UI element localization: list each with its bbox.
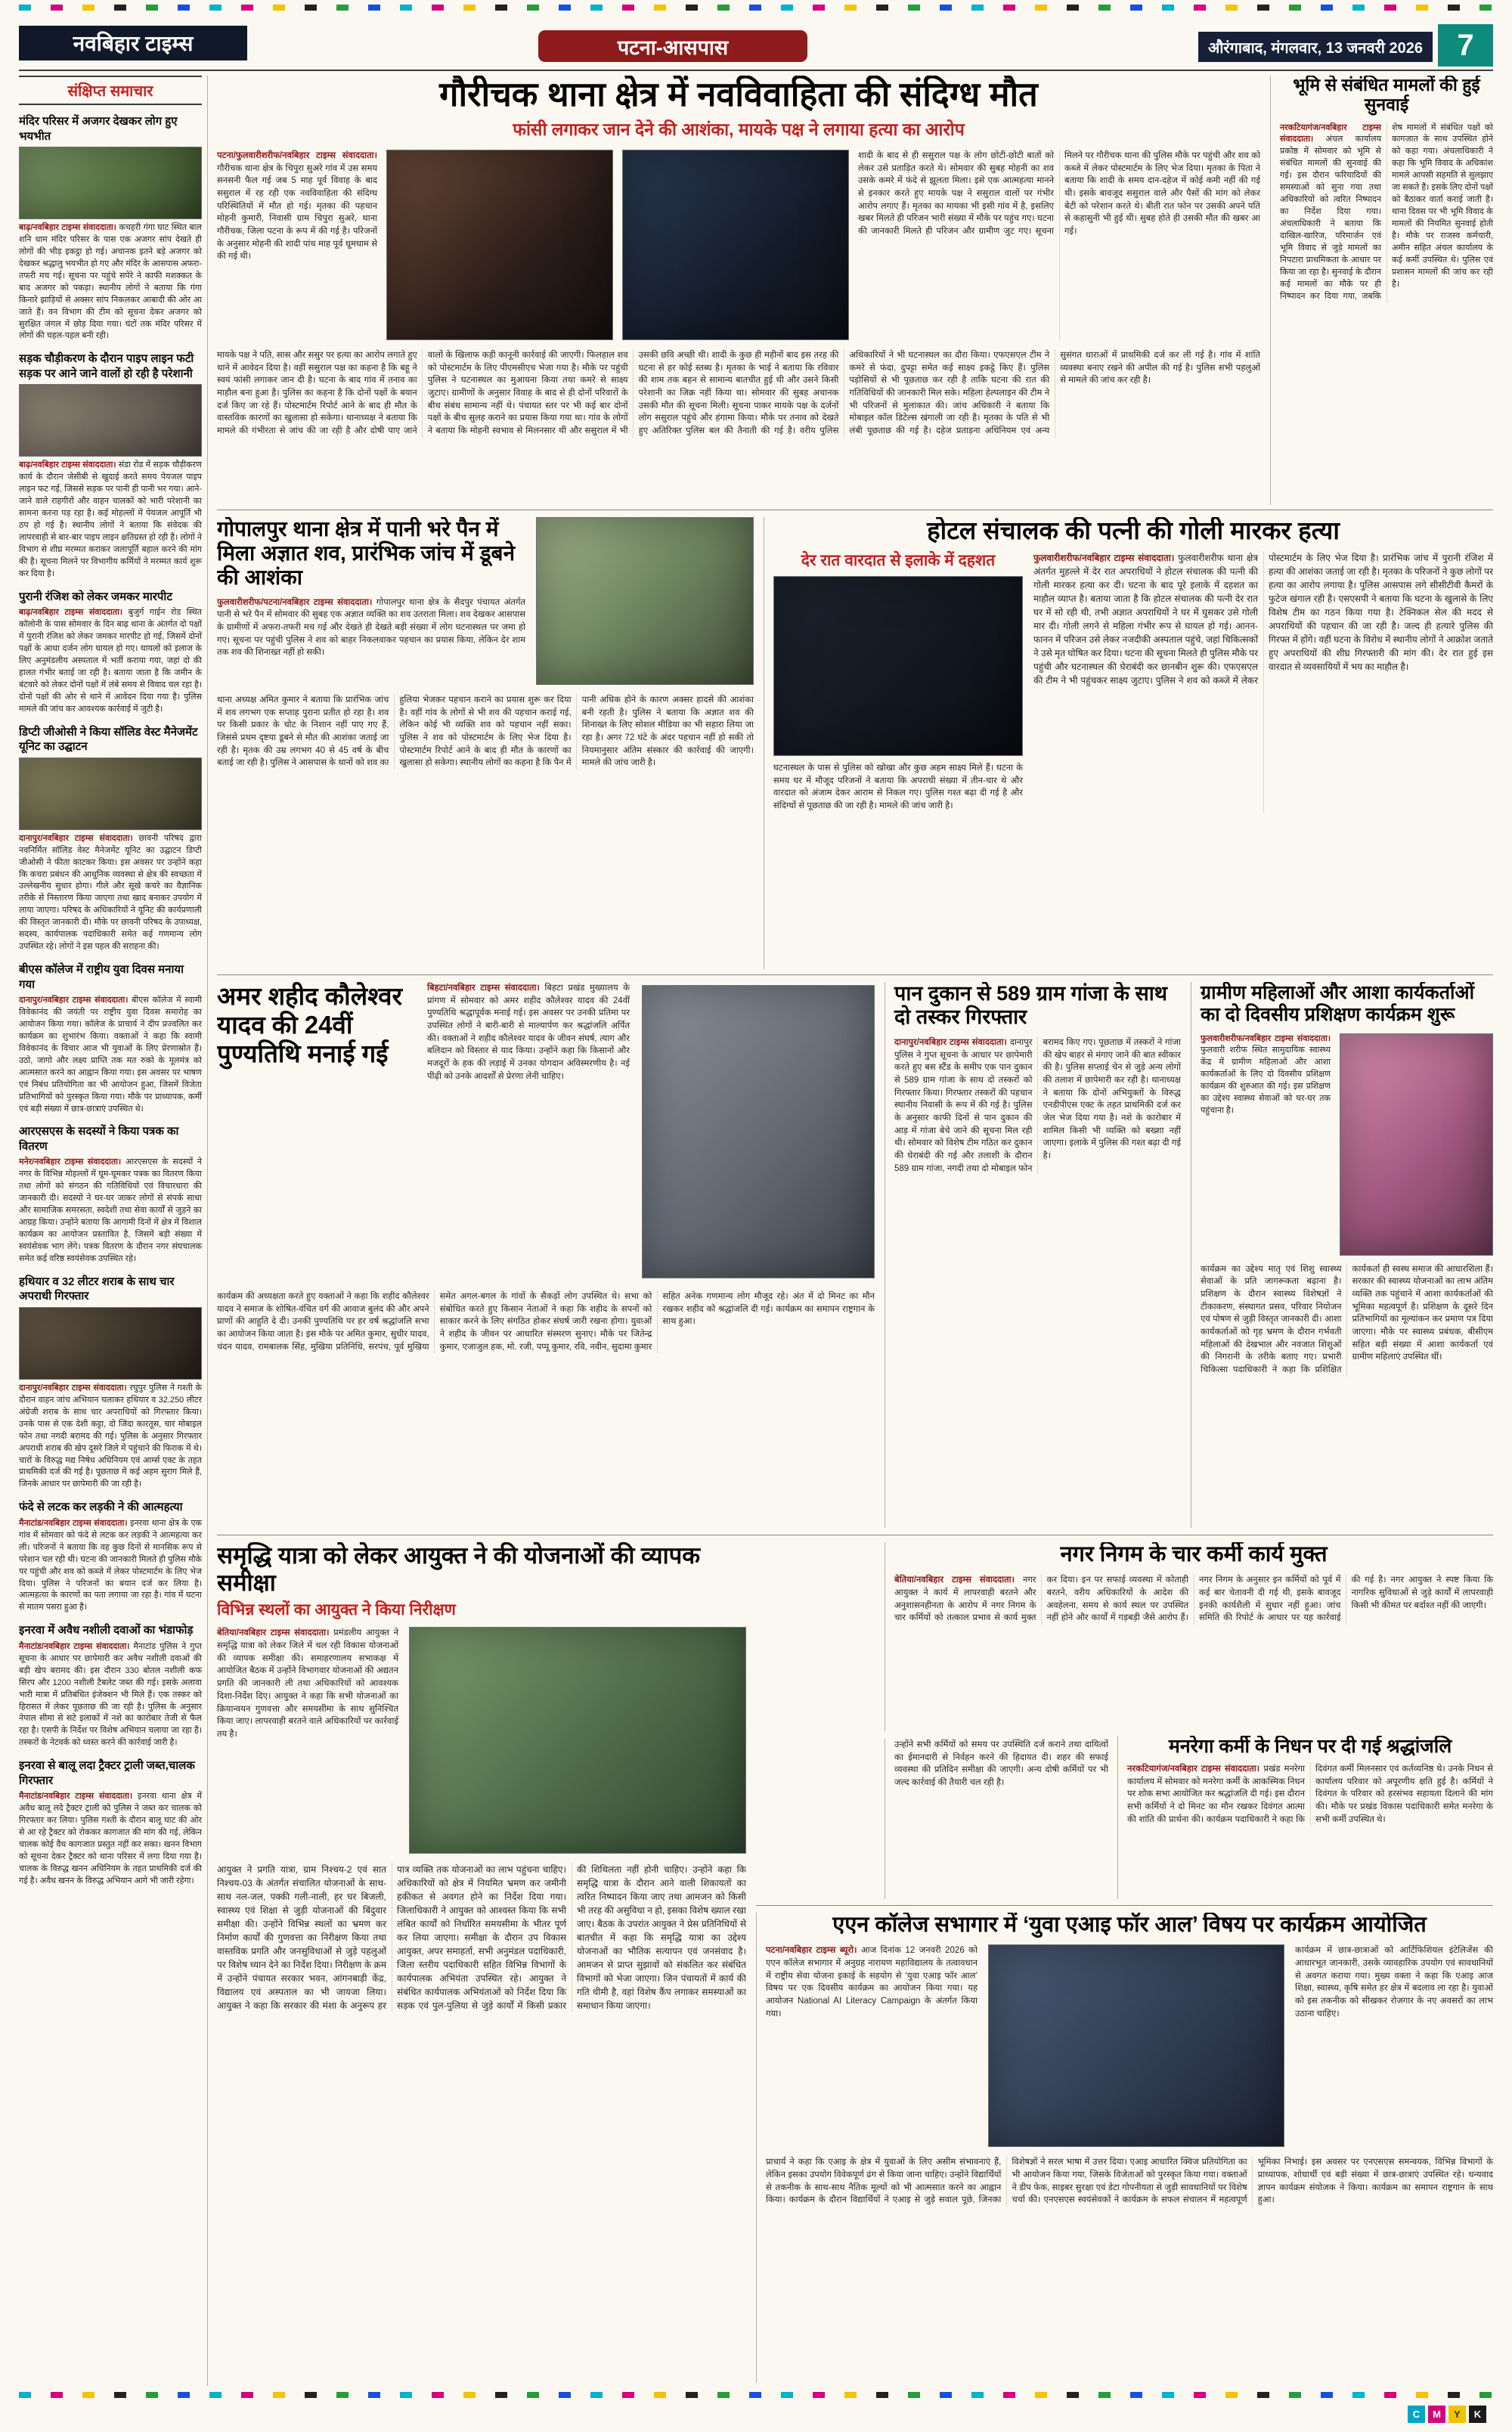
section-banner [538,30,807,62]
bottom-registration-marks [19,2392,1493,2398]
training-article [1191,982,1493,1528]
briefs-header: संक्षिप्त समाचार [19,76,202,105]
briefs-divider [207,76,208,2386]
brief-item [19,1124,202,1265]
band-rule-4 [756,1905,1493,1906]
gopalpur-photo [536,517,754,685]
brief-body: दानापुर/नवबिहार टाइम्स संवाददाता। रघुपुर पुलिस ने गश्ती के दौरान वाहन जांच अभियान चलाकर हथियार व 32.250 लीटर अंग्रेजी शराब के साथ चार अपराधियों को गिरफ्तार किया। उनके पास से एक देशी कट्टा, दो जिंदा कारतूस, चार मोबाइल फोन तथा नगदी बरामद की गई। पुलिस के अनुसार गिरफ्तार अपराधी शराब की खेप दूसरे जिले में पहुंचाने की फिराक में थे। चारों के विरुद्ध मद्य निषेध अधिनियम एवं आर्म्स एक्ट के तहत प्राथमिकी दर्ज की गई है। पूछताछ में कई अहम सुराग मिले हैं, जिनके आधार पर छापेमारी की जा रही है। [19,1383,202,1489]
brief-title: डिप्टी जीओसी ने किया सॉलिड वेस्ट मैनेजमेंट यूनिट का उद्घाटन [19,725,198,754]
brief-byline: मनेर/नवबिहार टाइम्स संवाददाता। [19,1157,122,1167]
page-number-box [1438,24,1493,67]
gopalpur-intro: फुलवारीशरीफ/पटना/नवबिहार टाइम्स संवाददाता। गोपालपुर थाना क्षेत्र के सैदपुर पंचायत अंतर्गत पानी से भरे पैन में सोमवार की सुबह एक अज्ञात व्यक्ति का शव उतराता मिला। शव देखकर आसपास के ग्रामीणों में अफरा-तफरी मच गई और देखते ही देखते बड़ी संख्या में लोग घटनास्थल पर जमा हो गए। सूचना पर पहुंची पुलिस ने शव को बाहर निकलवाकर पहचान का प्रयास किया, लेकिन देर शाम तक शव की शिनाख्त नहीं हो सकी। [217,597,525,658]
brief-body: मैनाटांड/नवबिहार टाइम्स संवाददाता। इनरवा थाना क्षेत्र में अवैध बालू लदे ट्रैक्टर ट्राली को पुलिस ने जब्त कर चालक को गिरफ्तार कर लिया। पुलिस गश्ती के दौरान बालू घाट की ओर से आ रहे ट्रैक्टर को रोककर कागजात की मांग की गई, लेकिन चालक कोई वैध कागजात प्रस्तुत नहीं कर सका। खनन विभाग को सूचना देकर ट्रैक्टर को थाना परिसर में लगा दिया गया है। चालक के विरुद्ध खनन अधिनियम के तहत प्राथमिकी दर्ज की गई है। अवैध खनन के विरुद्ध अभियान आगे भी जारी रहेगा। [19,1792,202,1885]
brief-title: इनरवा में अवैध नशीली दवाओं का भंडाफोड़ [19,1624,194,1637]
brief-item [19,352,202,580]
manrega-headline: मनरेगा कर्मी के निधन पर दी गई श्रद्धांजलि [1168,1736,1452,1757]
snake-photo [19,147,202,219]
samriddhi-headline: समृद्धि यात्रा को लेकर आयुक्त ने की योजनाओं की व्यापक समीक्षा [217,1542,701,1596]
nagar-nigam-article [885,1542,1493,1731]
college-body: प्राचार्य ने कहा कि एआइ के क्षेत्र में युवाओं के लिए असीम संभावनाएं हैं, लेकिन इसका उपयोग विवेकपूर्ण ढंग से किया जाना चाहिए। उन्होंने विद्यार्थियों से तकनीक के साथ-साथ नैतिक मूल्यों को भी आत्मसात करने का आह्वान किया। कार्यक्रम के दौरान विद्यार्थियों ने एआइ से जुड़े सवाल पूछे, जिनका विशेषज्ञों ने सरल भाषा में उत्तर दिया। एआइ आधारित क्विज प्रतियोगिता का भी आयोजन किया गया, जिसके विजेताओं को पुरस्कृत किया गया। वक्ताओं ने डीप फेक, साइबर सुरक्षा एवं डेटा गोपनीयता से जुड़ी सावधानियों पर विशेष चर्चा की। एनएसएस स्वयंसेवकों ने कार्यक्रम के सफल संचालन में महत्वपूर्ण भूमिका निभाई। इस अवसर पर एनएसएस समन्वयक, विभिन्न विभागों के प्राध्यापक, शोधार्थी एवं बड़ी संख्या में छात्र-छात्राएं उपस्थित रहे। धन्यवाद ज्ञापन कार्यक्रम संयोजक ने किया। कार्यक्रम का समापन राष्ट्रगान के साथ हुआ। [766,2158,1493,2205]
lead-subhead: फांसी लगाकर जान देने की आशंका, मायके पक्ष ने लगाया हत्या का आरोप [513,119,965,140]
lead-photo-victim [386,150,613,340]
training-photo [1340,1033,1493,1256]
brief-item [19,1500,202,1614]
college-photo [988,1944,1284,2147]
brief-title: मंदिर परिसर में अजगर देखकर लोग हुए भयभीत [19,115,178,143]
cyan-patch: C [1408,2406,1425,2423]
brief-byline: दानापुर/नवबिहार टाइम्स संवाददाता। [19,1383,127,1393]
brief-byline: मैनाटांड/नवबिहार टाइम्स संवाददाता। [19,1641,130,1651]
brief-body: बाढ़/नवबिहार टाइम्स संवाददाता। बुजुर्ग गाईन रोड स्थित कॉलोनी के पास सोमवार के दिन बाढ़ थाना के अंतर्गत दो पक्षों में पुरानी रंजिश को लेकर जमकर मारपीट हो गई, जिसमें दोनों पक्षों के आधा दर्जन लोग घायल हो गए। घायलों को इलाज के लिए अनुमंडलीय अस्पताल में भर्ती कराया गया, जहां दो की हालत गंभीर बताई जा रही है। बताया जाता है कि जमीन के बंटवारे को लेकर दोनों पक्षों में लंबे समय से विवाद चल रहा है। दोनों पक्षों की ओर से थाने में आवेदन दिया गया है। पुलिस मामले की जांच कर आवश्यक कार्रवाई में जुटी है। [19,608,202,714]
hotel-article [764,517,1493,969]
black-patch: K [1469,2406,1486,2423]
samriddhi-photo [409,1627,746,1854]
nagar-headline: नगर निगम के चार कर्मी कार्य मुक्त [1060,1542,1328,1566]
brief-item [19,725,202,953]
hotel-byline: फुलवारीशरीफ/नवबिहार टाइम्स संवाददाता। [1033,552,1175,563]
dateline-text: औरंगाबाद, मंगलवार, 13 जनवरी 2026 [1207,39,1424,57]
brief-title: आरएसएस के सदस्यों ने किया पत्रक का वितरण [19,1125,179,1153]
brief-title: फंदे से लटक कर लड़की ने की आत्महत्या [19,1501,183,1514]
gopalpur-byline: फुलवारीशरीफ/पटना/नवबिहार टाइम्स संवाददाता। [217,597,373,607]
magenta-patch: M [1428,2406,1445,2423]
brief-item [19,1275,202,1491]
samriddhi-byline: बेतिया/नवबिहार टाइम्स संवाददाता। [217,1628,330,1638]
brief-title: हथियार व 32 लीटर शराब के साथ चार अपराधी गिरफ्तार [19,1275,175,1303]
brief-body: दानापुर/नवबिहार टाइम्स संवाददाता। छावनी परिषद द्वारा नवनिर्मित सॉलिड वेस्ट मैनेजमेंट यूनिट का उद्घाटन डिप्टी जीओसी ने फीता काटकर किया। इस अवसर पर उन्होंने कहा कि कचरा प्रबंधन की आधुनिक व्यवस्था से क्षेत्र की स्वच्छता में उल्लेखनीय सुधार होगा। गीले और सूखे कचरे का वैज्ञानिक तरीके से निस्तारण किया जाएगा तथा खाद बनाकर उपयोग में लाया जाएगा। परिषद के अधिकारियों ने यूनिट की कार्यप्रणाली की विस्तृत जानकारी दी। मौके पर छावनी परिषद के उपाध्यक्ष, सदस्य, कार्यपालक पदाधिकारी समेत कई गणमान्य लोग उपस्थित रहे। लोगों ने इस पहल की सराहना की। [19,833,202,952]
gopalpur-body: थाना अध्यक्ष अमित कुमार ने बताया कि प्रारंभिक जांच में शव लगभग एक सप्ताह पुराना प्रतीत हो रहा है। शव पर किसी प्रकार के चोट के निशान नहीं पाए गए हैं, जिससे प्रथम दृष्टया डूबने से मौत की आशंका जताई जा रही है। मृतक की उम्र लगभग 40 से 45 वर्ष के बीच बताई जा रही है। पुलिस ने आसपास के थानों को शव का हुलिया भेजकर पहचान कराने का प्रयास शुरू कर दिया है। वहीं गांव के लोगों से भी शव की पहचान कराई गई, लेकिन कोई भी व्यक्ति शव को पहचान नहीं सका। पुलिस ने शव को पोस्टमार्टम के लिए भेज दिया है। पोस्टमार्टम रिपोर्ट आने के बाद ही मौत के कारणों का खुलासा हो सकेगा। स्थानीय लोगों का कहना है कि पैन में पानी अधिक होने के कारण अक्सर हादसे की आशंका बनी रहती है। पुलिस ने बताया कि अज्ञात शव की शिनाख्त के लिए सोशल मीडिया का भी सहारा लिया जा रहा है। अगर 72 घंटे के अंदर पहचान नहीं हो सकी तो नियमानुसार अंतिम संस्कार की कार्रवाई की जाएगी। मामले की जांच जारी है। [217,696,754,768]
samriddhi-body: आयुक्त ने प्रगति यात्रा, ग्राम निश्चय-2 एवं सात निश्चय-03 के अंतर्गत संचालित योजनाओं के साथ-साथ नल-जल, पक्की गली-नाली, हर घर बिजली, स्वास्थ्य एवं शिक्षा से जुड़ी योजनाओं की बिंदुवार समीक्षा की। उन्होंने विभिन्न स्थलों का भ्रमण कर निर्माण कार्यों की गुणवत्ता का निरीक्षण किया तथा वास्तविक प्रगति और जनसुविधाओं से जुड़े पहलुओं पर विशेष ध्यान देने का निर्देश दिया। निरीक्षण के क्रम में उन्होंने पंचायत सरकार भवन, आंगनबाड़ी केंद्र, विद्यालय एवं अस्पताल का भी जायजा लिया। आयुक्त ने कहा कि सरकार की मंशा के अनुरूप हर पात्र व्यक्ति तक योजनाओं का लाभ पहुंचना चाहिए। अधिकारियों को क्षेत्र में नियमित भ्रमण कर जमीनी हकीकत से अवगत होने का निर्देश दिया गया। जिलाधिकारी ने आयुक्त को आश्वस्त किया कि सभी लंबित कार्यों को निर्धारित समयसीमा के भीतर पूर्ण कर लिया जाएगा। समीक्षा के दौरान उप विकास आयुक्त, अपर समाहर्ता, सभी अनुमंडल पदाधिकारी, जिला स्तरीय पदाधिकारी सहित विभिन्न विभागों के कार्यपालक अभियंता उपस्थित रहे। आयुक्त ने संबंधित कार्यपालक अभियंताओं को निर्देश दिया कि सड़क एवं पुल-पुलिया से जुड़े कार्यों में किसी प्रकार की शिथिलता नहीं होनी चाहिए। उन्होंने कहा कि समृद्धि यात्रा के दौरान आने वाली शिकायतों का त्वरित निष्पादन किया जाए तथा आमजन को किसी भी तरह की असुविधा न हो, इसका विशेष ख्याल रखा जाए। बैठक के उपरांत आयुक्त ने प्रेस प्रतिनिधियों से बातचीत में कहा कि समृद्धि यात्रा का उद्देश्य योजनाओं का भौतिक सत्यापन एवं जनसंवाद है। आमजन से प्राप्त सुझावों को संकलित कर संबंधित विभागों को भेजा जाएगा। जिन पंचायतों में कार्य की गति धीमी है, वहां विशेष कैंप लगाकर समस्याओं का समाधान किया जाएगा। [217,1864,746,2012]
training-body: कार्यक्रम का उद्देश्य मातृ एवं शिशु स्वास्थ्य सेवाओं के प्रति जागरूकता बढ़ाना है। प्रशिक्षण के दौरान स्वास्थ्य विशेषज्ञों ने टीकाकरण, संस्थागत प्रसव, परिवार नियोजन एवं पोषण से जुड़ी विस्तृत जानकारी दी। आशा कार्यकर्ताओं को गृह भ्रमण के दौरान गर्भवती महिलाओं की देखभाल और नवजात शिशुओं की निगरानी के तरीके बताए गए। प्रभारी चिकित्सा पदाधिकारी ने कहा कि प्रशिक्षित कार्यकर्ता ही स्वस्थ समाज की आधारशिला हैं। सरकार की स्वास्थ्य योजनाओं का लाभ अंतिम व्यक्ति तक पहुंचाने में आशा कार्यकर्ताओं की भूमिका महत्वपूर्ण है। प्रशिक्षण के दूसरे दिन प्रतिभागियों का मूल्यांकन कर प्रमाण पत्र दिया जाएगा। मौके पर स्वास्थ्य प्रबंधक, बीसीएम सहित बड़ी संख्या में आशा कार्यकर्ता एवं ग्रामीण महिलाएं उपस्थित थीं। [1201,1264,1493,1374]
samriddhi-intro: बेतिया/नवबिहार टाइम्स संवाददाता। प्रमंडलीय आयुक्त ने समृद्धि यात्रा को लेकर जिले में चल रही विकास योजनाओं की व्यापक समीक्षा की। समाहरणालय सभाकक्ष में आयोजित बैठक में उन्होंने विभागवार योजनाओं की अद्यतन प्रगति की जानकारी ली तथा अधिकारियों को आवश्यक दिशा-निर्देश दिए। आयुक्त ने कहा कि सभी योजनाओं का क्रियान्वयन गुणवत्ता और समयसीमा के साथ सुनिश्चित किया जाए। लापरवाही बरतने वाले अधिकारियों पर कार्रवाई तय है। [217,1628,399,1739]
brief-body: मैनाटांड/नवबिहार टाइम्स संवाददाता। मैनाटांड पुलिस ने गुप्त सूचना के आधार पर छापेमारी कर अवैध नशीली दवाओं की बड़ी खेप बरामद की। इस दौरान 330 बोतल नशीली कफ सिरप और 1200 नशीली टैबलेट जब्त की गई। इसके अलावा भारी मात्रा में प्रतिबंधित इंजेक्शन भी मिले हैं। एक तस्कर को हिरासत में लेकर पूछताछ की जा रही है। पुलिस के अनुसार नेपाल सीमा से सटे इलाकों में नशे का कारोबार तेजी से फैल रहा है। एसपी के निर्देश पर विशेष अभियान चलाया जा रहा है। तस्करों के नेटवर्क को ध्वस्त करने की कार्रवाई जारी है। [19,1641,202,1748]
amar-shahid-article [217,982,875,1528]
manrega-body: नरकटियागंज/नवबिहार टाइम्स संवाददाता। प्रखंड मनरेगा कार्यालय में सोमवार को मनरेगा कर्मी के आकस्मिक निधन पर शोक सभा आयोजित कर श्रद्धांजलि दी गई। इस दौरान सभी कर्मियों ने दो मिनट का मौन रखकर दिवंगत आत्मा की शांति की प्रार्थना की। कार्यक्रम पदाधिकारी ने कहा कि दिवंगत कर्मी मिलनसार एवं कर्तव्यनिष्ठ थे। उनके निधन से कार्याल‍य परिवार को अपूरणीय क्षति हुई है। कर्मियों ने दिवंगत के परिवार को हरसंभव सहायता दिलाने की मांग की। मौके पर प्रखंड विकास पदाधिकारी समेत मनरेगा के सभी कर्मी उपस्थित थे। [1127,1764,1493,1824]
college-byline: पटना/नवबिहार टाइम्स ब्यूरो। [766,1946,857,1956]
brief-byline: दानापुर/नवबिहार टाइम्स संवाददाता। [19,833,133,843]
training-byline: फुलवारीशरीफ/नवबिहार टाइम्स संवाददाता। [1201,1033,1331,1043]
nagar-byline: बेतिया/नवबिहार टाइम्स संवाददाता। [894,1575,1015,1585]
brief-item [19,590,202,716]
brief-byline: मैनाटांड/नवबिहार टाइम्स संवाददाता। [19,1518,128,1528]
amar-photo [642,985,875,1278]
hotel-photo [773,576,1023,756]
brief-body: बाढ़/नवबिहार टाइम्स संवाददाता। कचहरी गंगा घाट स्थित बाल शनि धाम मंदिर परिसर के पास एक अजगर सांप देखते ही लोगों की भीड़ इकट्ठा हो गई। अचानक इतने बड़े अजगर को देखकर श्रद्धालु भयभीत हो गए और मंदिर के आसपास अफरा-तफरी मच गई। सूचना पर पहुंचे सपेरे ने काफी मशक्कत के बाद अजगर को पकड़ा। स्थानीय लोगों ने बताया कि गंगा किनारे झाड़ियों से अक्सर सांप निकलकर आबादी की ओर आ जाते हैं। वन विभाग की टीम को सूचना देकर अजगर को सुरक्षित जंगल में छोड़ दिया गया। घंटों तक मंदिर परिसर में लोगों की चहल-पहल बनी रही। [19,223,202,341]
brief-byline: मैनाटांड/नवबिहार टाइम्स संवाददाता। [19,1792,133,1802]
ganja-article [885,982,1181,1528]
lead-intro: पटना/फुलवारीशरीफ/नवबिहार टाइम्स संवाददाता। गौरीचक थाना क्षेत्र के चिपुरा सुअरे गांव में उस समय सनसनी फैल गई जब 5 माह पूर्व विवाह के बाद ससुराल में रह रही एक नवविवाहिता की संदिग्ध परिस्थितियों में मौत हो गई। मृतका की पहचान मोहनी कुमारी, निवासी ग्राम चिपुरा सुअरे, थाना गौरीचक, जिला पटना के रूप में की गई है। परिजनों के अनुसार मोहनी की शादी पांच माह पूर्व धूमधाम से की गई थी। [217,150,377,262]
amar-intro: बिहटा/नवबिहार टाइम्स संवाददाता। बिहटा प्रखंड मुख्यालय के प्रांगण में सोमवार को अमर शहीद कौलेश्वर यादव की 24वीं पुण्यतिथि श्रद्धापूर्वक मनाई गई। इस अवसर पर उनकी प्रतिमा पर उपस्थित लोगों ने बारी-बारी से माल्यार्पण कर श्रद्धांजलि अर्पित की। वक्ताओं ने शहीद कौलेश्वर यादव के जीवन संघर्ष, त्याग और बलिदान को विस्तार से याद किया। उन्होंने कहा कि किसानों और मजदूरों के हक की लड़ाई में उनका योगदान अविस्मरणीय है। नई पीढ़ी को उनके आदर्शों से प्रेरणा लेनी चाहिए। [427,984,630,1081]
brief-title: बीएस कॉलेज में राष्ट्रीय युवा दिवस मनाया गया [19,963,184,991]
lead-headline: गौरीचक थाना क्षेत्र में नवविवाहिता की संदिग्ध मौत [439,76,1038,113]
college-intro: पटना/नवबिहार टाइम्स ब्यूरो। आज दिनांक 12 जनवरी 2026 को एएन कॉलेज सभागार में अनुग्रह नारायण महाविद्यालय के तत्वावधान में राष्ट्रीय सेवा योजना इकाई के सहयोग से ‘युवा एआइ फॉर आल’ विषय पर एक दिवसीय कार्यक्रम का आयोजन किया गया। यह आयोजन National AI Literacy Campaign के अंतर्गत किया गया। [766,1946,978,2018]
samriddhi-article [217,1542,746,2383]
land-headline: भूमि से संबंधित मामलों की हुई सुनवाई [1293,76,1480,114]
section-title: पटना-आसपास [617,36,729,59]
land-body: नरकटियागंज/नवबिहार टाइम्स संवाददाता। अंचल कार्यालय प्रकोष्ठ में सोमवार को भूमि से संबंधित मामलों की सुनवाई की गई। इस दौरान फरियादियों की समस्याओं को सुना गया तथा अधिकारियों को त्वरित निष्पादन का निर्देश दिया गया। अंचलाधिकारी ने बताया कि दाखिल-खारिज, परिमार्जन एवं भूमि विवाद से जुड़े मामलों का निपटारा प्राथमिकता के आधार पर किया जा रहा है। सुनवाई के दौरान कई मामलों का मौके पर ही निष्पादन कर दिया गया, जबकि शेष मामलों में संबंधित पक्षों को कागजात के साथ उपस्थित होने को कहा गया। अंचलाधिकारी ने कहा कि भूमि विवाद के अधिकांश मामले आपसी सहमति से सुलझाए जा सकते हैं। इसके लिए दोनों पक्षों को बैठाकर वार्ता कराई जाती है। थाना दिवस पर भी भूमि विवाद के मामलों की नियमित सुनवाई होती है। मौके पर राजस्व कर्मचारी, अमीन सहित अंचल कार्यालय के कई कर्मी उपस्थित थे। पुलिस एवं प्रशासन मामलों की जांच कर रही है। [1280,122,1493,301]
liquor-seizure-photo [19,1307,202,1380]
inauguration-photo [19,757,202,830]
ganja-headline: पान दुकान से 589 ग्राम गांजा के साथ दो तस्कर गिरफ्तार [894,982,1167,1029]
brief-byline: बाढ़/नवबिहार टाइम्स संवाददाता। [19,223,116,232]
college-mid-text: कार्यक्रम में छात्र-छात्राओं को आर्टिफिशियल इंटेलिजेंस की आधारभूत जानकारी, उसके व्यावहारिक उपयोग एवं सावधानियों से अवगत कराया गया। मुख्य वक्ता ने कहा कि एआइ आज शिक्षा, स्वास्थ्य, कृषि समेत हर क्षेत्र में बदलाव ला रहा है। युवाओं को इस तकनीक को सीखकर रोजगार के नए अवसरों का लाभ उठाना चाहिए। [1295,1946,1493,2018]
training-headline: ग्रामीण महिलाओं और आशा कार्यकर्ताओं का दो दिवसीय प्रशिक्षण कार्यक्रम शुरू [1201,982,1475,1025]
land-byline: नरकटियागंज/नवबिहार टाइम्स संवाददाता। [1280,122,1381,144]
brief-body: मैनाटांड/नवबिहार टाइम्स संवाददाता। इनरवा थाना क्षेत्र के एक गांव में सोमवार को फंदे से लटक कर लड़की ने आत्महत्या कर ली। परिजनों ने बताया कि वह कुछ दिनों से मानसिक रूप से परेशान चल रही थी। घटना की जानकारी मिलते ही पुलिस मौके पर पहुंची और शव को कब्जे में लेकर पोस्टमार्टम के लिए भेज दिया। पुलिस ने परिजनों का बयान दर्ज कर लिया है। आत्महत्या के कारणों का पता लगाया जा रहा है। गांव में घटना से मातम पसरा हुआ है। [19,1518,202,1613]
brief-byline: बाढ़/नवबिहार टाइम्स संवाददाता। [19,608,123,618]
lead-article [217,76,1260,505]
samriddhi-subhead: विभिन्न स्थलों का आयुक्त ने किया निरीक्षण [217,1601,456,1619]
hotel-subhead: देर रात वारदात से इलाके में दहशत [801,551,996,569]
masthead [19,26,247,60]
amar-headline: अमर शहीद कौलेश्वर यादव की 24वीं पुण्यतिथि मनाई गई [217,982,402,1067]
college-headline: एएन कॉलेज सभागार में ‘युवा एआइ फॉर आल’ विषय पर कार्यक्रम आयोजित [832,1913,1427,1937]
land-hearing-article [1270,76,1493,505]
cmyk-color-bar [1408,2406,1486,2423]
nagar-body-more: उन्होंने सभी कर्मियों को समय पर उपस्थिति दर्ज कराने तथा दायित्वों का ईमानदारी से निर्वहन करने की हिदायत दी। शहर की सफाई व्यवस्था की प्रतिदिन समीक्षा की जाएगी। अन्य दोषी कर्मियों पर भी जल्द कार्रवाई की तैयारी चल रही है। [894,1740,1108,1788]
lead-mid-text: शादी के बाद से ही ससुराल पक्ष के लोग छोटी-छोटी बातों को लेकर उसे प्रताड़ित करते थे। सोमवार की सुबह मोहनी का शव उसके कमरे में फंदे से झूलता मिला। इसे एक आत्महत्या मानने से इनकार करते हुए मायके पक्ष ने ससुराल वालों पर गंभीर आरोप लगाए हैं। मृतका का मायका भी इसी गांव में है, इसलिए खबर मिलते ही परिजन भारी संख्या में मौके पर पहुंच गए। घटना की जानकारी मिलते ही परिजन और ग्रामीण जुट गए। सूचना मिलने पर गौरीचक थाना की पुलिस मौके पर पहुंची और शव को कब्जे में लेकर पोस्टमार्टम के लिए भेज दिया। मृतका के पिता ने बताया कि शादी के समय दान-दहेज में कोई कमी नहीं की गई थी। इसके बावजूद ससुराल वाले और पैसों की मांग को लेकर बेटी को परेशान करते थे। बीती रात फोन पर उसकी अपने पति से कहासुनी भी हुई थी। सुबह होते ही उसकी मौत की खबर आ गई। [858,150,1260,237]
ganja-byline: दानापुर/नवबिहार टाइम्स संवाददाता। [894,1038,1007,1048]
hotel-below-photo-text: घटनास्थल के पास से पुलिस को खोखा और कुछ अहम साक्ष्य मिले हैं। घटना के समय घर में मौजूद परिजनों ने बताया कि अपराधी संख्या में तीन-चार थे और वारदात को अंजाम देकर आराम से निकल गए। पुलिस गश्त बढ़ा दी गई है और संदिग्धों से पूछताछ की जा रही है। मामले की जांच जारी है। [773,764,1023,811]
nagar-body: बेतिया/नवबिहार टाइम्स संवाददाता। नगर आयुक्त ने कार्य में लापरवाही बरतने और अनुशासनहीनता के आरोप में नगर निगम के चार कर्मियों को तत्काल प्रभाव से कार्य मुक्त कर दिया। इन पर सफाई व्यवस्था में कोताही बरतने, वरीय अधिकारियों के आदेश की अवहेलना, समय से कार्य स्थल पर उपस्थित नहीं होने और कार्यों में गड़बड़ी जैसे आरोप हैं। नगर निगम के अनुसार इन कर्मियों को पूर्व में कई बार चेतावनी दी गई थी, इसके बावजूद इनकी कार्यशैली में सुधार नहीं हुआ। जांच समिति की रिपोर्ट के आधार पर यह कार्रवाई की गई है। नगर आयुक्त ने स्पष्ट किया कि नागरिक सुविधाओं से जुड़े कार्यों में लापरवाही किसी भी कीमत पर बर्दाश्त नहीं की जाएगी। [894,1575,1493,1623]
page-number: 7 [1457,28,1474,62]
yellow-patch: Y [1448,2406,1466,2423]
top-registration-marks [19,5,1493,11]
briefs-column [19,76,202,2386]
manrega-article [1117,1736,1493,1899]
an-college-article [756,1913,1493,2383]
ganja-body: दानापुर/नवबिहार टाइम्स संवाददाता। दानापुर पुलिस ने गुप्त सूचना के आधार पर छापेमारी करते हुए बस स्टैंड के समीप एक पान दुकान से 589 ग्राम गांजा के साथ दो तस्करों को गिरफ्तार किया। गिरफ्तार तस्करों की पहचान स्थानीय निवासी के रूप में की गई है। पुलिस के अनुसार काफी दिनों से पान दुकान की आड़ में गांजा बेचे जाने की सूचना मिल रही थी। सोमवार को विशेष टीम गठित कर दुकान की घेराबंदी की गई और तलाशी के दौरान 589 ग्राम गांजा, नगदी तथा दो मोबाइल फोन बरामद किए गए। पूछताछ में तस्करों ने गांजा की खेप बाहर से मंगाए जाने की बात स्वीकार की है। पुलिस सप्लाई चेन से जुड़े अन्य लोगों की तलाश में छापेमारी कर रही है। थानाध्यक्ष ने बताया कि दोनों अभियुक्तों के विरुद्ध एनडीपीएस एक्ट के तहत प्राथमिकी दर्ज कर जेल भेज दिया गया है। नशे के कारोबार में शामिल किसी भी व्यक्ति को बख्शा नहीं जाएगा। इलाके में पुलिस की गश्त बढ़ा दी गई है। [894,1038,1181,1173]
nagar-nigam-continued [885,1739,1108,1899]
brief-item [19,114,202,342]
dateline [1198,32,1433,62]
brief-title: इनरवा से बालू लदा ट्रैक्टर ट्राली जब्त,चालक गिरफ्तार [19,1759,195,1787]
hotel-headline: होटल संचालक की पत्नी की गोली मारकर हत्या [927,517,1340,544]
brief-title: सड़क चौड़ीकरण के दौरान पाइप लाइन फटी सड़क पर आने जाने वालों हो रही है परेशानी [19,352,194,380]
brief-byline: बाढ़/नवबिहार टाइम्स संवाददाता। [19,460,116,470]
band-rule-2 [217,974,1493,975]
gopalpur-article [217,517,754,969]
amar-body: कार्यक्रम की अध्यक्षता करते हुए वक्ताओं ने कहा कि शहीद कौलेश्वर यादव ने समाज के शोषित-वंचित वर्ग की आवाज बुलंद की और अपने प्राणों की आहुति दे दी। उनकी पुण्यतिथि पर हर वर्ष श्रद्धांजलि सभा का आयोजन किया जाता है। इस मौके पर अमित कुमार, सुधीर यादव, चंदन यादव, रामबालक सिंह, मुखिया प्रतिनिधि, सरपंच, पूर्व मुखिया समेत अगल-बगल के गांवों के सैकड़ों लोग उपस्थित थे। सभा को संबोधित करते हुए किसान नेताओं ने कहा कि शहीद के सपनों को साकार करने के लिए संगठित होकर संघर्ष जारी रखना होगा। युवाओं ने शहीद के जीवन पर आधारित संस्मरण सुनाए। मौके पर जितेन्द्र कुमार, एजाजुल हक, मो. रजी, पप्पू कुमार, रवि, नवीन, सुदामा कुमार सहित अनेक गणमान्य लोग मौजूद रहे। अंत में दो मिनट का मौन रखकर शहीद को श्रद्धांजलि दी गई। कार्यक्रम का समापन राष्ट्रगान के साथ हुआ। [217,1292,875,1352]
brief-body: मनेर/नवबिहार टाइम्स संवाददाता। आरएसएस के सदस्यों ने नगर के विभिन्न मोहल्लों में घूम-घूमकर पत्रक का वितरण किया तथा लोगों को संगठन की गतिविधियों एवं विचारधारा की जानकारी दी। सदस्यों ने घर-घर जाकर लोगों से संपर्क साधा और सामाजिक समरसता, स्वदेशी तथा सेवा कार्यों से जुड़ने का आग्रह किया। उन्होंने बताया कि आगामी दिनों में क्षेत्र में विशाल कार्यक्रम का आयोजन प्रस्तावित है, जिसमें बड़ी संख्या में स्वयंसेवक भाग लेंगे। पत्रक वितरण के दौरान नगर संघचालक समेत कई वरिष्ठ स्वयंसेवक उपस्थित रहे। [19,1157,202,1263]
brief-byline: दानापुर/नवबिहार टाइम्स संवाददाता। [19,996,129,1005]
manrega-byline: नरकटियागंज/नवबिहार टाइम्स संवाददाता। [1127,1764,1260,1774]
training-intro: फुलवारीशरीफ/नवबिहार टाइम्स संवाददाता। फुलवारी शरीफ स्थित सामुदायिक स्वास्थ्य केंद्र में ग्रामीण महिलाओं और आशा कार्यकर्ताओं के लिए दो दिवसीय प्रशिक्षण कार्यक्रम की शुरुआत की गई। इस प्रशिक्षण का उद्देश्य स्वास्थ्य सेवाओं को घर-घर तक पहुंचाना है। [1201,1033,1331,1116]
lead-photo-crowd [622,150,849,340]
amar-byline: बिहटा/नवबिहार टाइम्स संवाददाता। [427,984,540,993]
brief-item [19,962,202,1115]
hotel-body: फुलवारीशरीफ/नवबिहार टाइम्स संवाददाता। फुलवारीशरीफ थाना क्षेत्र अंतर्गत मुहल्ले में देर रात अपराधियों ने होटल संचालक की पत्नी की गोली मारकर हत्या कर दी। घटना के बाद पूरे इलाके में दहशत का माहौल व्याप्त है। बताया जाता है कि होटल संचालक की पत्नी देर रात घर में सो रही थी, तभी अज्ञात अपराधियों ने घर में घुसकर उसे गोली मार दी। गोली लगने से महिला गंभीर रूप से घायल हो गई। आनन-फानन में परिजन उसे लेकर नजदीकी अस्पताल पहुंचे, जहां चिकित्सकों ने उसे मृत घोषित कर दिया। घटना की सूचना मिलते ही पुलिस मौके पर पहुंची और घटनास्थल की घेराबंदी कर छानबीन शुरू की। एफएसएल की टीम ने भी पहुंचकर साक्ष्य जुटाए। पुलिस ने शव को कब्जे में लेकर पोस्टमार्टम के लिए भेज दिया है। प्रारंभिक जांच में पुरानी रंजिश में हत्या की आशंका जताई जा रही है। मृतका के परिजनों ने कुछ लोगों पर हत्या का आरोप लगाया है। पुलिस आसपास लगे सीसीटीवी कैमरों के फुटेज खंगाल रही है। एसएसपी ने बताया कि घटना के खुलासे के लिए विशेष टीम का गठन किया गया है। टेक्निकल सेल की मदद से अपराधियों की पहचान की जा रही है। जल्द ही हत्यारे पुलिस की गिरफ्त में होंगे। वहीं घटना के विरोध में स्थानीय लोगों ने आक्रोश जताते हुए अपराधियों की शीघ्र गिरफ्तारी की मांग की। देर रात हुई इस वारदात से व्यवसायियों में भय का माहौल है। [1033,552,1493,686]
lead-rest-text: मायके पक्ष ने पति, सास और ससुर पर हत्या का आरोप लगाते हुए थाने में आवेदन दिया है। वहीं ससुराल पक्ष का कहना है कि बहू ने स्वयं फांसी लगाकर जान दी है। घटना के बाद गांव में तनाव का माहौल बना हुआ है। पुलिस का कहना है कि दोनों पक्षों के बयान दर्ज किए जा रहे हैं। पोस्टमार्टम रिपोर्ट आने के बाद ही मौत के वास्तविक कारणों का खुलासा हो सकेगा। थानाध्यक्ष ने बताया कि मामले की गंभीरता से जांच की जा रही है और दोषी पाए जाने वालों के खिलाफ कड़ी कानूनी कार्रवाई की जाएगी। फिलहाल शव को पोस्टमार्टम के लिए पीएमसीएच भेजा गया है। मौके पर पहुंची पुलिस ने घटनास्थल का मुआयना किया तथा कमरे से साक्ष्य जुटाए। ग्रामीणों के अनुसार विवाह के बाद से ही दोनों परिवारों के बीच संबंध सामान्य नहीं थे। पंचायत स्तर पर भी कई बार दोनों पक्षों के बीच सुलह कराने का प्रयास किया गया था। गांव के लोगों ने बताया कि मोहनी स्वभाव से मिलनसार थी और ससुराल में भी उसकी छवि अच्छी थी। शादी के कुछ ही महीनों बाद इस तरह की घटना से हर कोई स्तब्ध है। मृतका के भाई ने बताया कि रविवार की शाम तक बहन से सामान्य बातचीत हुई थी और उसने किसी परेशानी का जिक्र नहीं किया था। सोमवार की सुबह अचानक उसकी मौत की सूचना मिली। सूचना पाकर मायके पक्ष के दर्जनों लोग ससुराल पहुंचे और हंगामा किया। मौके पर तनाव को देखते हुए अतिरिक्त पुलिस बल की तैनाती की गई है। वरीय पुलिस अधिकारियों ने भी घटनास्थल का दौरा किया। एफएसएल टीम ने कमरे से फंदा, दुपट्टा समेत कई साक्ष्य इकट्ठे किए हैं। पुलिस पड़ोसियों से भी पूछताछ कर रही है ताकि घटना की रात की गतिविधियों की जानकारी मिल सके। महिला हेल्पलाइन की टीम ने भी परिजनों से मुलाकात की। जांच अधिकारी ने बताया कि मोबाइल कॉल डिटेल्स खंगाली जा रही है। मृतका के पति से भी लंबी पूछताछ की गई है। दहेज प्रताड़ना अधिनियम एवं अन्य सुसंगत धाराओं में प्राथमिकी दर्ज कर ली गई है। गांव में शांति व्यवस्था बनाए रखने की अपील की गई है। पुलिस सभी पहलुओं से मामले की जांच कर रही है। [217,350,1260,436]
header-rule [19,70,1493,71]
masthead-title: नवबिहार टाइम्स [73,32,194,55]
brief-body: दानापुर/नवबिहार टाइम्स संवाददाता। बीएस कॉलेज में स्वामी विवेकानंद की जयंती पर राष्ट्रीय युवा दिवस समारोह का आयोजन किया गया। कॉलेज के प्राचार्य ने दीप प्रज्वलित कर कार्यक्रम का शुभारंभ किया। वक्ताओं ने कहा कि स्वामी विवेकानंद के विचार आज भी युवाओं के लिए प्रेरणास्रोत हैं। उठो, जागो और लक्ष्य प्राप्ति तक मत रुको के मूलमंत्र को आत्मसात करने का आह्वान किया गया। इस अवसर पर भाषण एवं निबंध प्रतियोगिता का भी आयोजन हुआ, जिसमें विजेता प्रतिभागियों को पुरस्कृत किया गया। मौके पर प्राध्यापक, कर्मी एवं बड़ी संख्या में छात्र-छात्राएं उपस्थित थे। [19,996,202,1114]
road-pipeline-photo [19,384,202,457]
gopalpur-headline: गोपालपुर थाना क्षेत्र में पानी भरे पैन में मिला अज्ञात शव, प्रारंभिक जांच में डूबने की आशंका [217,517,515,590]
brief-body: बाढ़/नवबिहार टाइम्स संवाददाता। संडा रोड में सड़क चौड़ीकरण कार्य के दौरान जेसीबी से खुदाई करते समय पेयजल पाइप लाइन फट गई, जिससे सड़क पर पानी ही पानी भर गया। आने-जाने वाले राहगीरों और वाहन चालकों को भारी परेशानी का सामना करना पड़ रहा है। कई मोहल्लों में पेयजल आपूर्ति भी ठप हो गई है। स्थानीय लोगों ने बताया कि संवेदक की लापरवाही से बार-बार पाइप लाइन क्षतिग्रस्त हो रही है। लोगों ने विभाग से शीघ्र मरम्मत कराकर जलापूर्ति बहाल करने की मांग की है। सूचना मिलने पर विभागीय कर्मियों ने मरम्मत कार्य शुरू कर दिया है। [19,460,202,578]
brief-item [19,1758,202,1888]
lead-byline: पटना/फुलवारीशरीफ/नवबिहार टाइम्स संवाददाता। [217,150,377,160]
brief-title: पुरानी रंजिश को लेकर जमकर मारपीट [19,590,172,603]
brief-item [19,1623,202,1749]
